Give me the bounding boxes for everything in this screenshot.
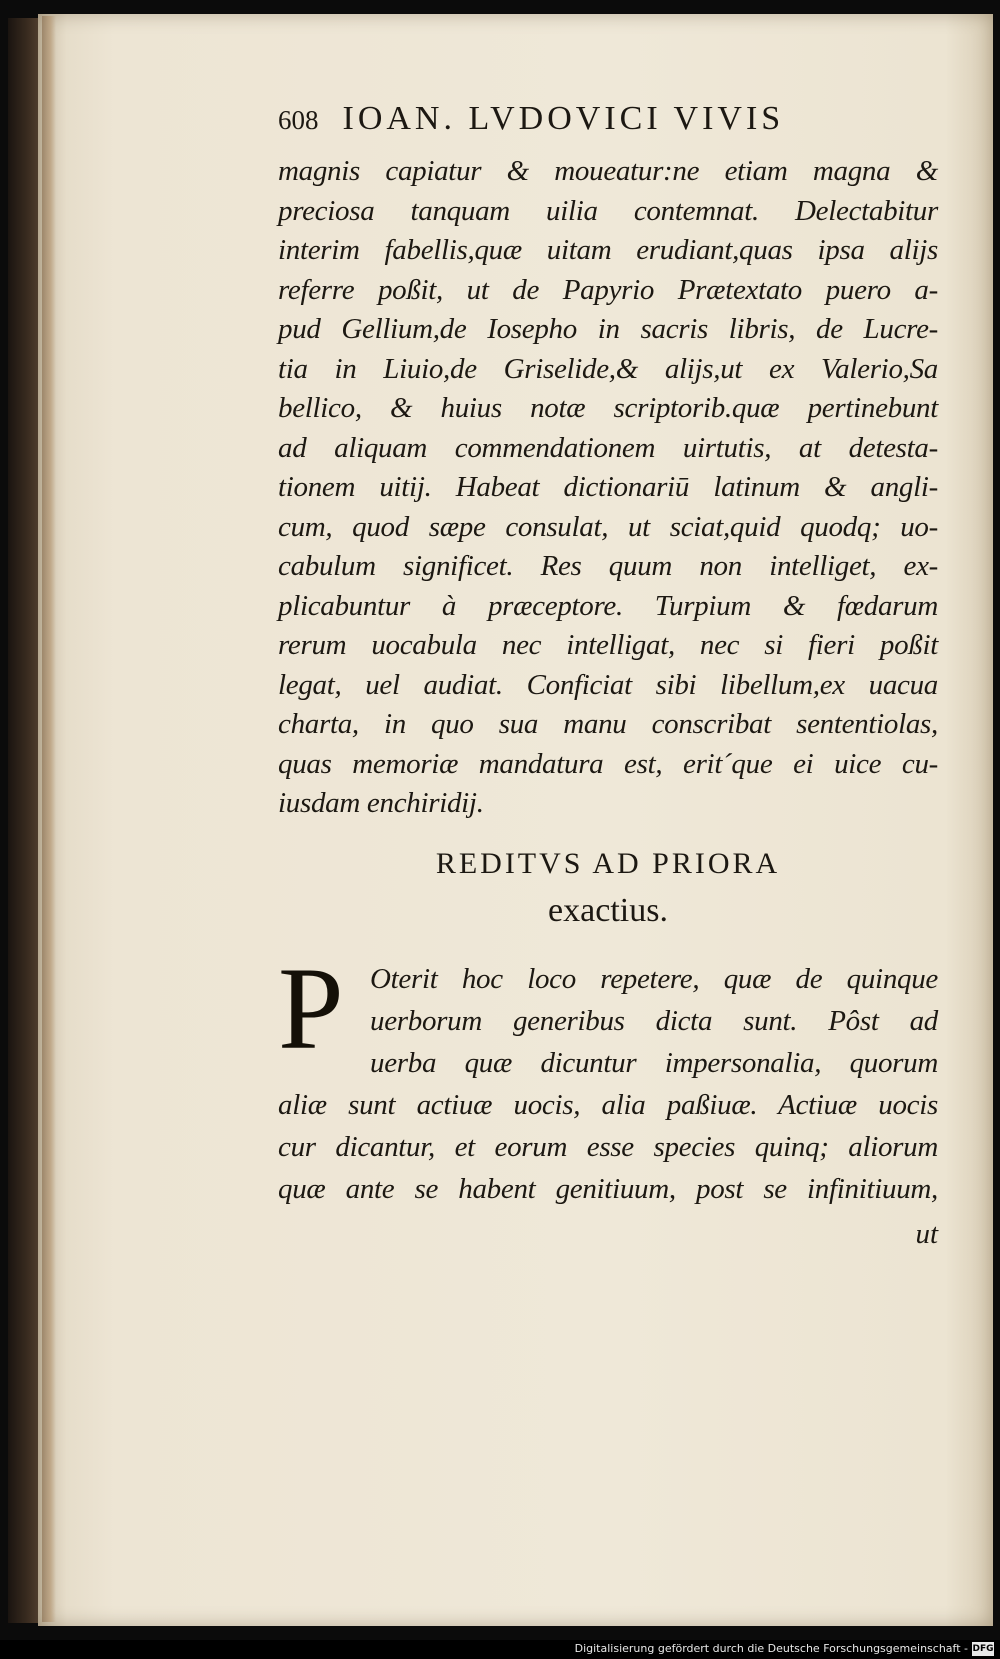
page-number: 608 xyxy=(278,105,319,135)
text-block xyxy=(278,100,938,1254)
section-heading-line-2: exactius. xyxy=(548,891,668,929)
text-line: rerum uocabula nec intelligat, nec si fieri poßit xyxy=(278,629,938,661)
text-line: uerborum generibus dicta sunt. Pôst ad xyxy=(370,1004,938,1037)
text-line: ad aliquam commendationem uirtutis, at detesta- xyxy=(278,431,938,464)
running-head xyxy=(278,100,938,152)
text-line: aliæ sunt actiuæ uocis, alia paßiuæ. Actiuæ uocis xyxy=(278,1088,938,1121)
text-line: charta, in quo sua manu conscribat sententiolas, xyxy=(278,708,938,740)
text-line: interim fabellis,quæ uitam erudiant,quas ipsa alijs xyxy=(278,234,938,266)
text-line: tia in Liuio,de Griselide,& alijs,ut ex Valerio,Sa xyxy=(278,352,938,385)
section-heading xyxy=(278,842,938,936)
text-line: quas memoriæ mandatura est, erit´que ei uice cu- xyxy=(278,747,938,780)
text-line: tionem uitij. Habeat dictionariū latinum & angli- xyxy=(278,471,938,503)
text-line: referre poßit, ut de Papyrio Prætextato puero a- xyxy=(278,273,938,306)
digitization-credit: Digitalisierung gefördert durch die Deutsche Forschungsgemeinschaft - xyxy=(574,1642,968,1655)
text-line: uerba quæ dicuntur impersonalia, quorum xyxy=(370,1046,938,1079)
text-line: cabulum significet. Res quum non intelliget, ex- xyxy=(278,550,938,582)
text-line: plicabuntur à præceptore. Turpium & fœdarum xyxy=(278,589,938,622)
text-line: cum, quod sæpe consulat, ut sciat,quid quodq; uo- xyxy=(278,510,938,543)
text-line: quæ ante se habent genitiuum, post se infinitiuum, xyxy=(278,1172,938,1205)
text-line: preciosa tanquam uilia contemnat. Delectabitur xyxy=(278,194,938,227)
section-heading-line-1: REDITVS AD PRIORA xyxy=(435,846,781,880)
page-gutter-edge xyxy=(42,16,56,1622)
text-line: Oterit hoc loco repetere, quæ de quinque xyxy=(370,962,938,995)
drop-cap-initial: P xyxy=(278,942,344,1074)
dfg-logo: DFG xyxy=(972,1644,994,1654)
running-head-title: IOAN. LVDOVICI VIVIS xyxy=(342,100,785,137)
text-line: legat, uel audiat. Conficiat sibi libellum,ex uacua xyxy=(278,668,938,701)
paragraph-1 xyxy=(278,152,938,824)
text-line: iusdam enchiridij. xyxy=(278,787,484,819)
text-line: pud Gellium,de Iosepho in sacris libris, de Lucre- xyxy=(278,313,938,345)
text-line: bellico, & huius notæ scriptorib.quæ pertinebunt xyxy=(278,392,938,424)
text-line: cur dicantur, et eorum esse species quinq; aliorum xyxy=(278,1130,938,1163)
text-line: magnis capiatur & moueatur:ne etiam magna & xyxy=(278,155,938,187)
catchword: ut xyxy=(915,1217,938,1250)
paragraph-2 xyxy=(278,942,938,1210)
